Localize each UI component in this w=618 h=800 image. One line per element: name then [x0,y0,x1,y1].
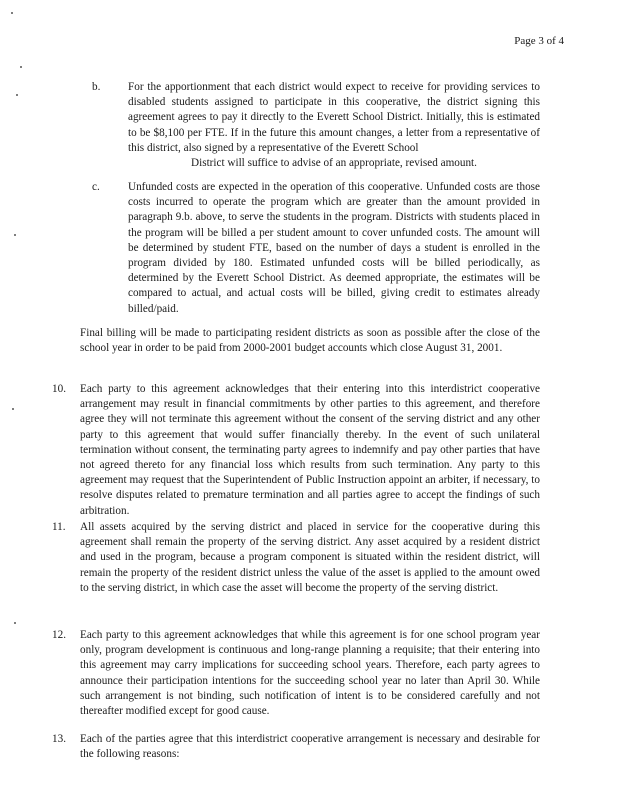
scan-speck [14,622,16,624]
scan-speck [14,234,16,236]
item-b-last-line: District will suffice to advise of an appropriate, revised amount. [191,157,477,170]
item-c-label: c. [92,181,100,193]
scan-speck [11,12,13,14]
item-11-label: 11. [52,521,66,533]
item-10-label: 10. [52,383,66,395]
final-billing-paragraph: Final billing will be made to participating resident districts as soon as possible after the close of the school year in order to be paid from 2000-2001 budget accounts which close August 31, 2001. [80,327,540,355]
scan-speck [16,94,18,96]
item-b-text: For the apportionment that each district would expect to receive for providing services to disabled students assigned to participate in this cooperative, the district signing this agreement agrees to pay it directly to the Everett School District. Initially, this is estimated to be $8,100 per FTE. If in the future this amount changes, a letter from a representative of this district, also signed by a representative of the Everett School [128,81,540,154]
item-c-paragraph: Unfunded costs are expected in the operation of this cooperative. Unfunded costs are those costs incurred to operate the program which are greater than the amount provided in paragraph 9.b. above, to serve the students in the program. Districts with students placed in the program will be billed a per student amount to cover unfunded costs. The amount will be determined by student FTE, based on the number of days a student is enrolled in the program divided by 180. Estimated unfunded costs will be billed periodically, as determined by the Everett School District. As deemed appropriate, the estimates will be compared to actual, and actual costs will be billed, giving credit to estimates already billed/paid. [128,181,540,315]
page-number: Page 3 of 4 [514,35,564,47]
item-11-paragraph: All assets acquired by the serving district and placed in service for the cooperative during this agreement shall remain the property of the serving district. Any asset acquired by a resident district and used in the program, because a program component is situated within the resident district, will remain the property of the resident district unless the value of the asset is applied to the amount owed to the serving district, in which case the asset will become the property of the serving district. [80,521,540,594]
scan-speck [12,408,14,410]
item-13-paragraph: Each of the parties agree that this interdistrict cooperative arrangement is necessary and desirable for the following reasons: [80,733,540,761]
item-12-paragraph: Each party to this agreement acknowledges that while this agreement is for one school program year only, program development is continuous and long-range planning a requisite; that their entering into this agreement may carry implications for succeeding school years. Therefore, each party agrees to announce their participation intentions for the succeeding school year no later than April 30. While such arrangement is not binding, such notification of intent is to be considered carefully and not thereafter modified except for good cause. [80,629,540,718]
scan-speck [20,66,22,68]
item-b-paragraph [128,80,540,171]
item-13-label: 13. [52,733,66,745]
item-12-label: 12. [52,629,66,641]
item-10-paragraph: Each party to this agreement acknowledges that their entering into this interdistrict cooperative arrangement may result in financial commitments by other parties to this agreement, and therefore agree they will not terminate this agreement without the consent of the serving district and any other party to this agreement that would suffer financially thereby. In the event of such unilateral termination without consent, the terminating party agrees to indemnify and pay other parties that have not agreed thereto for any financial loss which results from such termination. Any party to this agreement may request that the Superintendent of Public Instruction appoint an arbiter, if necessary, to resolve disputes related to premature termination and all parties agree to accept the findings of such arbitration. [80,383,540,517]
item-b-label: b. [92,81,101,93]
